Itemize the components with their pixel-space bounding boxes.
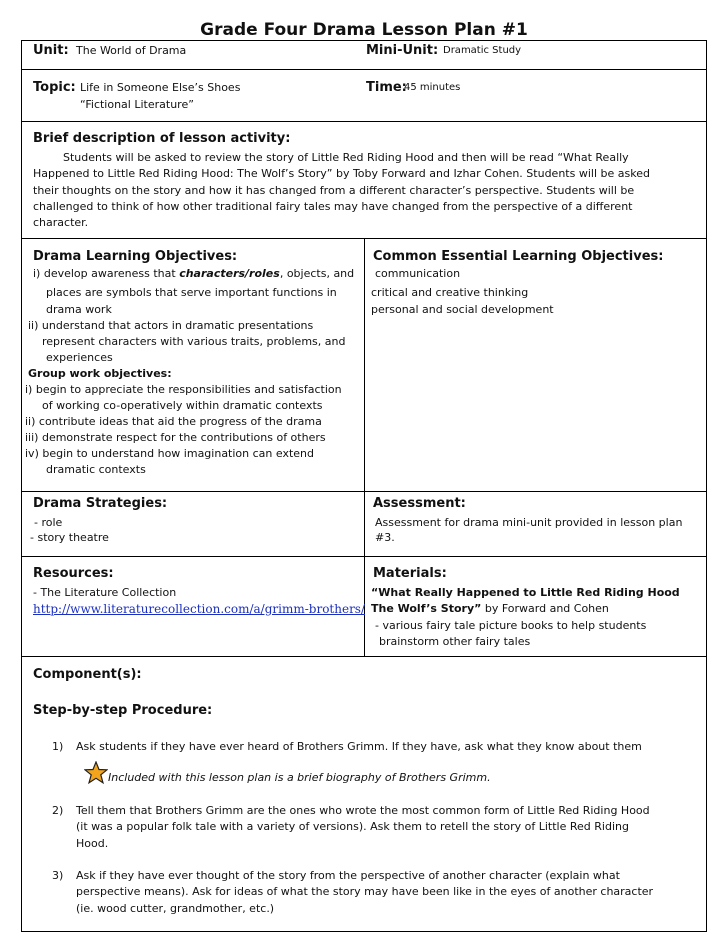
mini-unit-value: Dramatic Study xyxy=(443,45,522,56)
resource-link[interactable]: http://www.literaturecollection.com/a/grimm-brothers/ xyxy=(33,602,366,616)
biography-note: Included with this lesson plan is a brief biography of Brothers Grimm. xyxy=(108,771,491,784)
step-2-text xyxy=(76,803,706,852)
description-text xyxy=(33,150,701,231)
assessment-heading: Assessment: xyxy=(373,496,466,511)
materials-heading: Materials: xyxy=(373,566,447,581)
topic-label: Topic: xyxy=(33,80,76,95)
step-3-text xyxy=(76,868,706,917)
topic-line-1: Life in Someone Else’s Shoes xyxy=(80,81,241,94)
material-book-title: The Wolf’s Story” xyxy=(371,602,482,615)
group-objective-2: ii) contribute ideas that aid the progress of the drama xyxy=(25,415,322,428)
star-icon xyxy=(84,761,108,784)
description-line: their thoughts on the story and how it has changed from a different character’s perspective. Students will be xyxy=(33,183,635,197)
step-line: Tell them that Brothers Grimm are the ones who wrote the most common form of Little Red Riding Hood xyxy=(76,804,650,817)
step-number: 2) xyxy=(52,804,64,817)
group-work-heading: Group work objectives: xyxy=(28,367,172,380)
description-line: Happened to Little Red Riding Hood: The Wolf’s Story” by Toby Forward and Izhar Cohen. Students will be asked xyxy=(33,167,650,181)
material-book-title-line-2 xyxy=(371,601,609,617)
drama-objectives-heading: Drama Learning Objectives: xyxy=(33,249,238,264)
step-line: (it was a popular folk tale with a variety of versions). Ask them to retell the story of Little Red Riding xyxy=(76,820,629,834)
objective-2-line-2: represent characters with various traits, problems, and xyxy=(42,335,346,348)
description-line: Students will be asked to review the story of Little Red Riding Hood and then will be read “What Really xyxy=(63,151,629,164)
description-heading: Brief description of lesson activity: xyxy=(33,131,291,146)
material-item-2-line-2: brainstorm other fairy tales xyxy=(379,635,531,648)
description-line: challenged to think of how other traditional fairy tales may have changed from the perspective of a different xyxy=(33,199,633,213)
unit-label: Unit: xyxy=(33,43,69,58)
divider xyxy=(21,69,707,70)
group-objective-1-line-1: i) begin to appreciate the responsibilities and satisfaction xyxy=(25,383,342,396)
assessment-line-1: Assessment for drama mini-unit provided in lesson plan xyxy=(375,516,683,529)
common-objective-item: personal and social development xyxy=(371,303,554,316)
unit-value: The World of Drama xyxy=(76,44,187,57)
material-book-authors: by Forward and Cohen xyxy=(481,602,609,615)
resource-item: - The Literature Collection xyxy=(33,586,177,599)
assessment-line-2: #3. xyxy=(375,531,395,544)
group-objective-1-line-2: of working co-operatively within dramatic contexts xyxy=(42,399,323,412)
strategy-item: - story theatre xyxy=(30,531,109,544)
objective-2-line-1: ii) understand that actors in dramatic presentations xyxy=(28,319,314,332)
step-1-text: Ask students if they have ever heard of Brothers Grimm. If they have, ask what they know about them xyxy=(76,740,642,753)
material-item-2-line-1: - various fairy tale picture books to help students xyxy=(375,619,647,632)
time-label: Time: xyxy=(366,80,407,95)
topic-line-2: “Fictional Literature” xyxy=(80,98,194,111)
page-title: Grade Four Drama Lesson Plan #1 xyxy=(200,20,528,40)
common-objectives-heading: Common Essential Learning Objectives: xyxy=(373,249,664,264)
divider xyxy=(21,656,707,657)
procedure-heading: Step-by-step Procedure: xyxy=(33,703,213,718)
common-objective-item: critical and creative thinking xyxy=(371,286,529,299)
strategy-item: - role xyxy=(34,516,63,529)
mini-unit-label: Mini-Unit: xyxy=(366,43,439,58)
objective-1-line-3: drama work xyxy=(46,303,112,316)
group-objective-4-line-2: dramatic contexts xyxy=(46,463,146,476)
strategies-heading: Drama Strategies: xyxy=(33,496,168,511)
resources-heading: Resources: xyxy=(33,566,114,581)
column-divider xyxy=(364,238,365,656)
step-line: Ask if they have ever thought of the story from the perspective of another character (explain what xyxy=(76,869,620,882)
description-line: character. xyxy=(33,216,89,230)
objective-1-line-1 xyxy=(33,266,354,282)
objective-2-line-3: experiences xyxy=(46,351,113,364)
group-objective-4-line-1: iv) begin to understand how imagination can extend xyxy=(25,447,315,460)
step-line: perspective means). Ask for ideas of what the story may have been like in the eyes of another character xyxy=(76,885,654,899)
step-number: 1) xyxy=(52,740,64,753)
step-line: (ie. wood cutter, grandmother, etc.) xyxy=(76,901,275,915)
common-objective-item: communication xyxy=(375,267,461,280)
objective-1-line-2: places are symbols that serve important functions in xyxy=(46,286,337,299)
material-book-title-line-1: “What Really Happened to Little Red Riding Hood xyxy=(371,586,680,599)
divider xyxy=(21,121,707,122)
objective-text: , objects, and xyxy=(279,267,355,280)
time-value: 45 minutes xyxy=(404,82,461,93)
step-line: Hood. xyxy=(76,836,109,850)
step-number: 3) xyxy=(52,869,64,882)
objective-text: i) develop awareness that xyxy=(33,267,180,280)
objective-emphasis: characters/roles xyxy=(179,267,280,280)
components-heading: Component(s): xyxy=(33,667,142,682)
group-objective-3: iii) demonstrate respect for the contributions of others xyxy=(25,431,326,444)
